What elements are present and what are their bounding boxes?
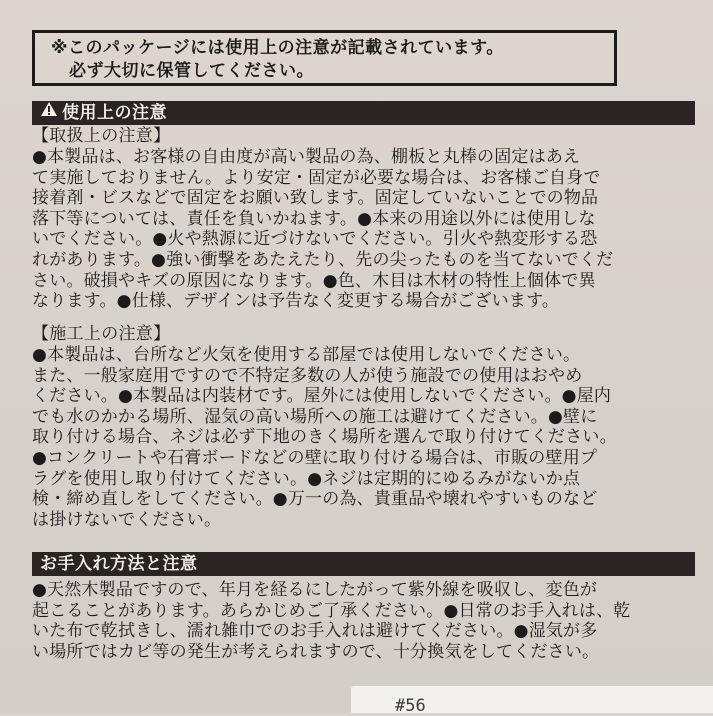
usage-precautions-header bbox=[32, 101, 695, 125]
installation-line: 検・締め直しをしてください。●万一の為、貴重品や壊れやすいものなど bbox=[32, 489, 598, 510]
handling-line: 接着剤・ビスなどで固定をお願い致します。固定していないことでの物品 bbox=[32, 188, 599, 209]
product-number-label bbox=[351, 686, 713, 716]
installation-line: 取り付ける場合、ネジは必ず下地のきく場所を選んで取り付けてください。 bbox=[32, 427, 617, 448]
handling-line: て実施しておりません。より安定・固定が必要な場合は、お客様ご自身で bbox=[32, 167, 601, 188]
care-body bbox=[32, 580, 695, 662]
handling-line: ●本製品は、お客様の自由度が高い製品の為、棚板と丸棒の固定はあえ bbox=[32, 147, 581, 167]
notice-line-2: 必ず大切に保管してください。 bbox=[69, 61, 314, 81]
installation-body bbox=[32, 345, 695, 530]
usage-header-text: 使用上の注意 bbox=[62, 103, 167, 123]
care-line: ●天然木製品ですので、年月を経るにしたがって紫外線を吸収し、変色が bbox=[32, 580, 598, 600]
notice-line-1: ※このパッケージには使用上の注意が記載されています。 bbox=[51, 38, 504, 58]
care-line: い場所ではカビ等の発生が考えられますので、十分換気をしてください。 bbox=[32, 641, 600, 662]
installation-title: 【施工上の注意】 bbox=[32, 324, 171, 344]
handling-line: なります。●仕様、デザインは予告なく変更する場合がございます。 bbox=[32, 291, 560, 312]
handling-line: 落下等については、責任を負いかねます。●本来の用途以外には使用しな bbox=[32, 208, 596, 229]
installation-line: また、一般家庭用ですので不特定多数の人が使う施設での使用はおやめ bbox=[32, 365, 583, 386]
care-line: いた布で乾拭きし、濡れ雑巾でのお手入れは避けてください。●湿気が多 bbox=[32, 621, 598, 642]
installation-line: ●コンクリートや石膏ボードなどの壁に取り付ける場合は、市販の壁用プ bbox=[32, 447, 598, 468]
product-number: #56 bbox=[395, 696, 426, 716]
storage-notice-box bbox=[32, 30, 617, 86]
care-header bbox=[32, 552, 695, 576]
handling-body bbox=[32, 147, 695, 312]
installation-line: でも水のかかる場所、湿気の高い場所への施工は避けてください。●壁に bbox=[32, 406, 598, 427]
care-header-text: お手入れ方法と注意 bbox=[40, 554, 198, 574]
handling-title: 【取扱上の注意】 bbox=[32, 126, 171, 146]
installation-line: ●本製品は、台所など火気を使用する部屋では使用しないでください。 bbox=[32, 345, 581, 365]
handling-line: いでください。●火や熱源に近づけないでください。引火や熱変形する恐 bbox=[32, 229, 598, 250]
handling-line: さい。破損やキズの原因になります。●色、木目は木材の特性上個体で異 bbox=[32, 270, 596, 291]
installation-line: ください。●本製品は内装材です。屋外には使用しないでください。●屋内 bbox=[32, 386, 612, 407]
warning-triangle-icon bbox=[40, 100, 58, 124]
handling-line: れがあります。●強い衝撃をあたえたり、先の尖ったものを当てないでくだ bbox=[32, 249, 614, 270]
installation-line: は掛けないでください。 bbox=[32, 509, 222, 530]
care-line: 起こることがあります。あらかじめご了承ください。●日常のお手入れは、乾 bbox=[32, 600, 631, 621]
installation-line: ラグを使用し取り付けてください。●ネジは定期的にゆるみがないか点 bbox=[32, 468, 581, 489]
